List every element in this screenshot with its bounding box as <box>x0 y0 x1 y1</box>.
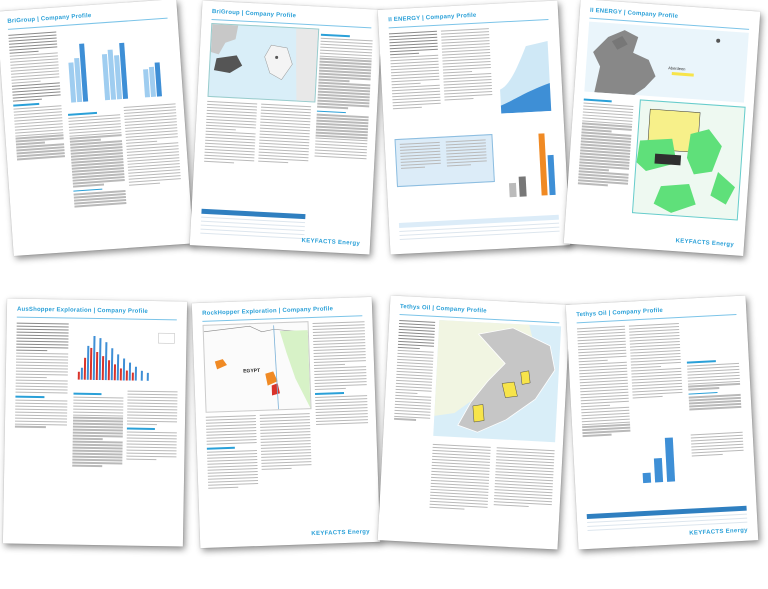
text-column <box>314 31 373 162</box>
text-column <box>126 391 177 463</box>
profile-page-3[interactable] <box>378 0 571 254</box>
keyfacts-logo: KEYFACTS Energy <box>301 237 361 248</box>
production-chart <box>74 328 179 382</box>
profile-page-8[interactable] <box>566 295 759 549</box>
profile-page-7[interactable] <box>378 295 571 549</box>
text-column <box>72 390 123 469</box>
keyfacts-logo: KEYFACTS Energy <box>311 529 370 538</box>
page-title: BriGroup | Company Profile <box>7 12 92 25</box>
text-column <box>258 104 311 166</box>
text-column <box>15 323 69 430</box>
text-column <box>389 31 441 111</box>
profile-page-2[interactable] <box>190 0 383 254</box>
text-column <box>629 323 683 400</box>
text-column <box>687 356 742 412</box>
text-column <box>394 320 435 423</box>
text-column <box>577 326 631 439</box>
text-column <box>691 432 744 459</box>
text-column <box>124 103 181 187</box>
stacked-bar-chart <box>502 123 558 198</box>
text-column <box>494 447 555 510</box>
text-column <box>206 415 259 490</box>
profile-page-4[interactable] <box>564 0 761 256</box>
location-map <box>584 22 748 103</box>
text-column <box>578 95 634 188</box>
keyfacts-logo: KEYFACTS Energy <box>689 527 748 537</box>
keyfacts-logo: KEYFACTS Energy <box>675 238 735 249</box>
text-column <box>8 31 65 161</box>
page-title: II ENERGY | Company Profile <box>388 12 477 24</box>
page-title: II ENERGY | Company Profile <box>589 7 679 20</box>
licence-map <box>632 99 746 220</box>
page-title: BriGroup | Company Profile <box>211 8 297 20</box>
profile-page-1[interactable] <box>0 0 193 256</box>
profile-page-6[interactable] <box>192 297 380 548</box>
region-map <box>207 23 319 103</box>
text-column <box>429 444 490 513</box>
oman-map <box>433 320 561 442</box>
text-column <box>441 28 493 102</box>
page-title: AusShopper Exploration | Company Profile <box>16 306 149 315</box>
title-rule <box>202 315 362 322</box>
data-table <box>587 506 748 531</box>
bar-chart <box>637 435 689 484</box>
data-table <box>399 215 560 240</box>
egypt-map <box>203 321 312 413</box>
page-title: Tethys Oil | Company Profile <box>576 307 664 319</box>
area-chart <box>495 27 553 114</box>
page-title: Tethys Oil | Company Profile <box>399 303 487 315</box>
profile-page-5[interactable] <box>3 298 187 546</box>
page-title: RockHopper Exploration | Company Profile <box>202 306 334 317</box>
bar-chart <box>62 26 175 103</box>
text-column <box>204 101 257 166</box>
text-column <box>313 321 369 426</box>
text-column <box>260 413 312 471</box>
text-column <box>68 107 127 209</box>
map-label: Aberdeen <box>668 65 686 72</box>
map-label: EGYPT <box>243 367 261 375</box>
data-table <box>200 209 305 239</box>
title-rule <box>17 317 177 321</box>
info-box <box>395 134 495 187</box>
